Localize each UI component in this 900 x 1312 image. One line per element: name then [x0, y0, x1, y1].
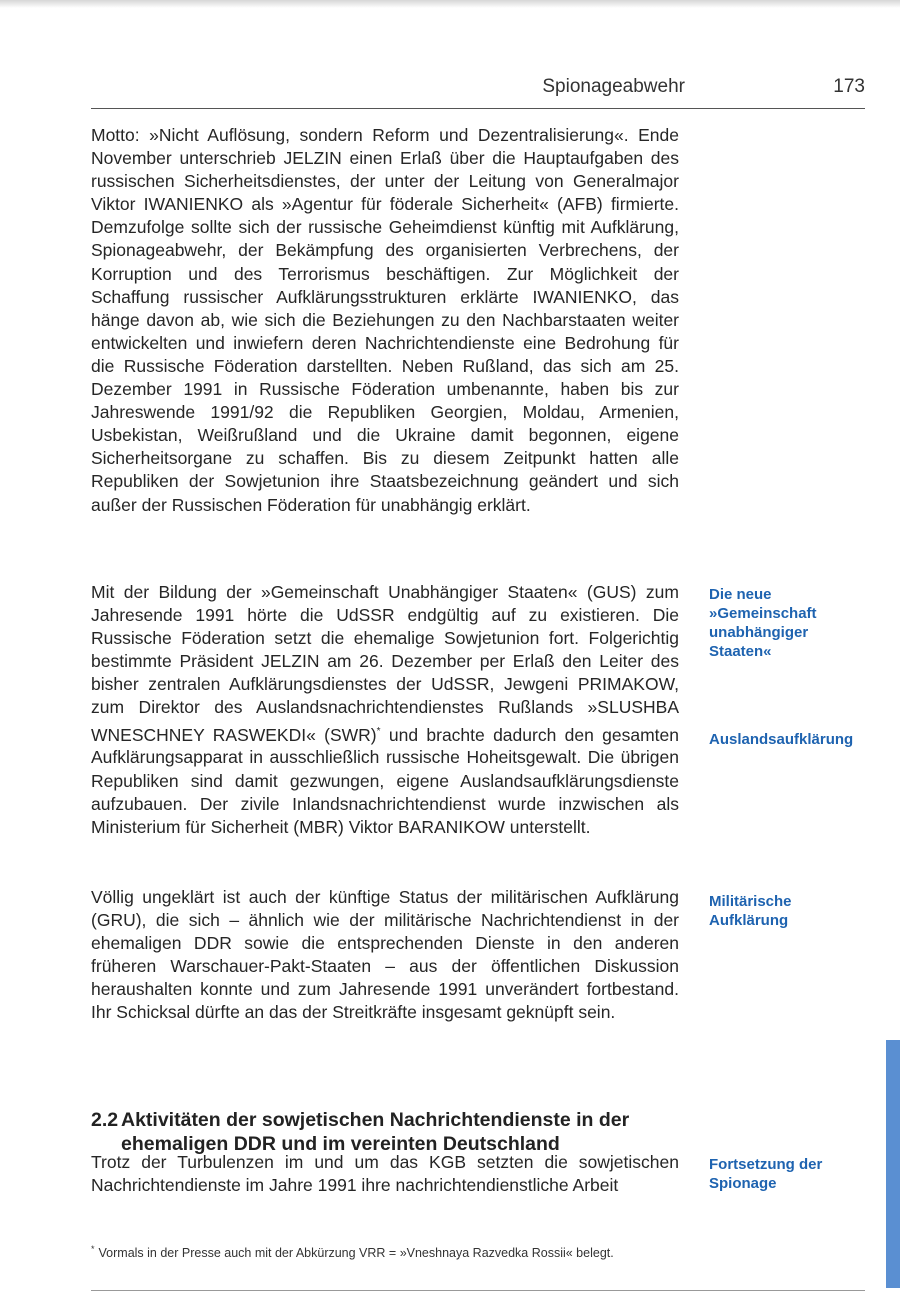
running-header — [91, 76, 865, 104]
header-rule — [91, 108, 865, 109]
footnote — [91, 1241, 711, 1261]
chapter-thumb-tab — [886, 1040, 900, 1288]
section-number: 2.2 — [91, 1109, 119, 1131]
margin-note-gus: Die neue »Gemeinschaft unabhängiger Staaten« — [709, 586, 817, 660]
margin-note-fortsetzung-spionage: Fortsetzung der Spionage — [709, 1156, 823, 1192]
footnote-text: Vormals in der Presse auch mit der Abkürzung VRR = »Vneshnaya Razvedka Rossii« belegt. — [98, 1246, 614, 1261]
paragraph-3 — [91, 886, 679, 1025]
paragraph-3-text: Völlig ungeklärt ist auch der künftige Status der militärischen Aufklärung (GRU), die sich – ähnlich wie der militärische Nachrichtendienst in der ehemaligen DDR sowie die entsprechenden Dienste in den anderen früheren Warschauer-Pakt-Staaten – aus der öffentlichen Diskussion heraushalten konnte und zum Jahresende 1991 unverändert fortbestand. Ihr Schicksal dürfte an das der Streitkräfte insgesamt geknüpft sein. — [91, 887, 679, 1023]
section-title: Aktivitäten der sowjetischen Nachrichtendienste in der ehemaligen DDR und im vereinten Deutschland — [121, 1109, 630, 1155]
footnote-mark: * — [91, 1244, 95, 1254]
paragraph-2-part-b: und brachte dadurch den gesamten Aufklärungsapparat in ausschließlich russische Hoheitsgewalt. Die übrigen Republiken sind damit gezwungen, eigene Auslandsaufklärungsdienste aufzubauen. Der zivile Inlandsnachrichtendienst wurde inzwischen als Ministerium für Sicherheit (MBR) Viktor BARANIKOW unterstellt. — [91, 724, 679, 837]
paragraph-4 — [91, 1151, 679, 1197]
paragraph-2 — [91, 581, 679, 839]
bottom-rule — [91, 1290, 865, 1291]
paragraph-2-text — [91, 581, 679, 839]
paragraph-1-text: Motto: »Nicht Auflösung, sondern Reform und Dezentralisierung«. Ende November unterschrieb JELZIN einen Erlaß über die Hauptaufgaben des russischen Sicherheitsdienstes, der unter der Leitung von Generalmajor Viktor IWANIENKO als »Agentur für föderale Sicherheit« (AFB) firmierte. Demzufolge sollte sich der russische Geheimdienst künftig mit Aufklärung, Spionageabwehr, der Bekämpfung des organisierten Verbrechens, der Korruption und des Terrorismus beschäftigen. Zur Möglichkeit der Schaffung russischer Aufklärungsstrukturen erklärte IWANIENKO, das hänge davon ab, wie sich die Beziehungen zu den Nachbarstaaten weiter entwickelten und inwiefern deren Nachrichtendienste eine Bedrohung für die Russische Föderation darstellten. Neben Rußland, das sich am 25. Dezember 1991 in Russische Föderation umbenannte, haben bis zur Jahreswende 1991/92 die Republiken Georgien, Moldau, Armenien, Usbekistan, Weißrußland und die Ukraine damit begonnen, eigene Sicherheitsorgane zu schaffen. Bis zu diesem Zeitpunkt hatten alle Republiken der Sowjetunion ihre Staatsbezeichnung geändert und sich außer der Russischen Föderation für unabhängig erklärt. — [91, 125, 679, 515]
paragraph-2-part-a: Mit der Bildung der »Gemeinschaft Unabhängiger Staaten« (GUS) zum Jahresende 1991 hörte die UdSSR endgültig auf zu existieren. Die Russische Föderation setzt die ehemalige Sowjetunion fort. Folgerichtig bestimmte Präsident JELZIN am 26. Dezember per Erlaß den Leiter des bisher zentralen Aufklärungsdienstes der UdSSR, Jewgeni PRIMAKOW, zum Direktor des Auslandsnachrichtendienstes Rußlands »SLUSHBA WNESCHNEY RASWEKDI« (SWR) — [91, 582, 679, 745]
running-title: Spionageabwehr — [542, 76, 685, 97]
page-number: 173 — [833, 76, 865, 97]
page-top-shadow — [0, 0, 900, 8]
paragraph-1 — [91, 124, 679, 517]
margin-note-militaerische-aufklaerung: Militärische Aufklärung — [709, 893, 792, 929]
section-heading — [91, 1108, 691, 1156]
paragraph-4-text: Trotz der Turbulenzen im und um das KGB setzten die sowjetischen Nachrichtendienste im Jahre 1991 ihre nachrichtendienstliche Arbeit — [91, 1152, 679, 1196]
margin-note-auslandsaufklaerung: Auslandsaufklärung — [709, 731, 854, 748]
footnote-reference: * — [376, 725, 381, 737]
